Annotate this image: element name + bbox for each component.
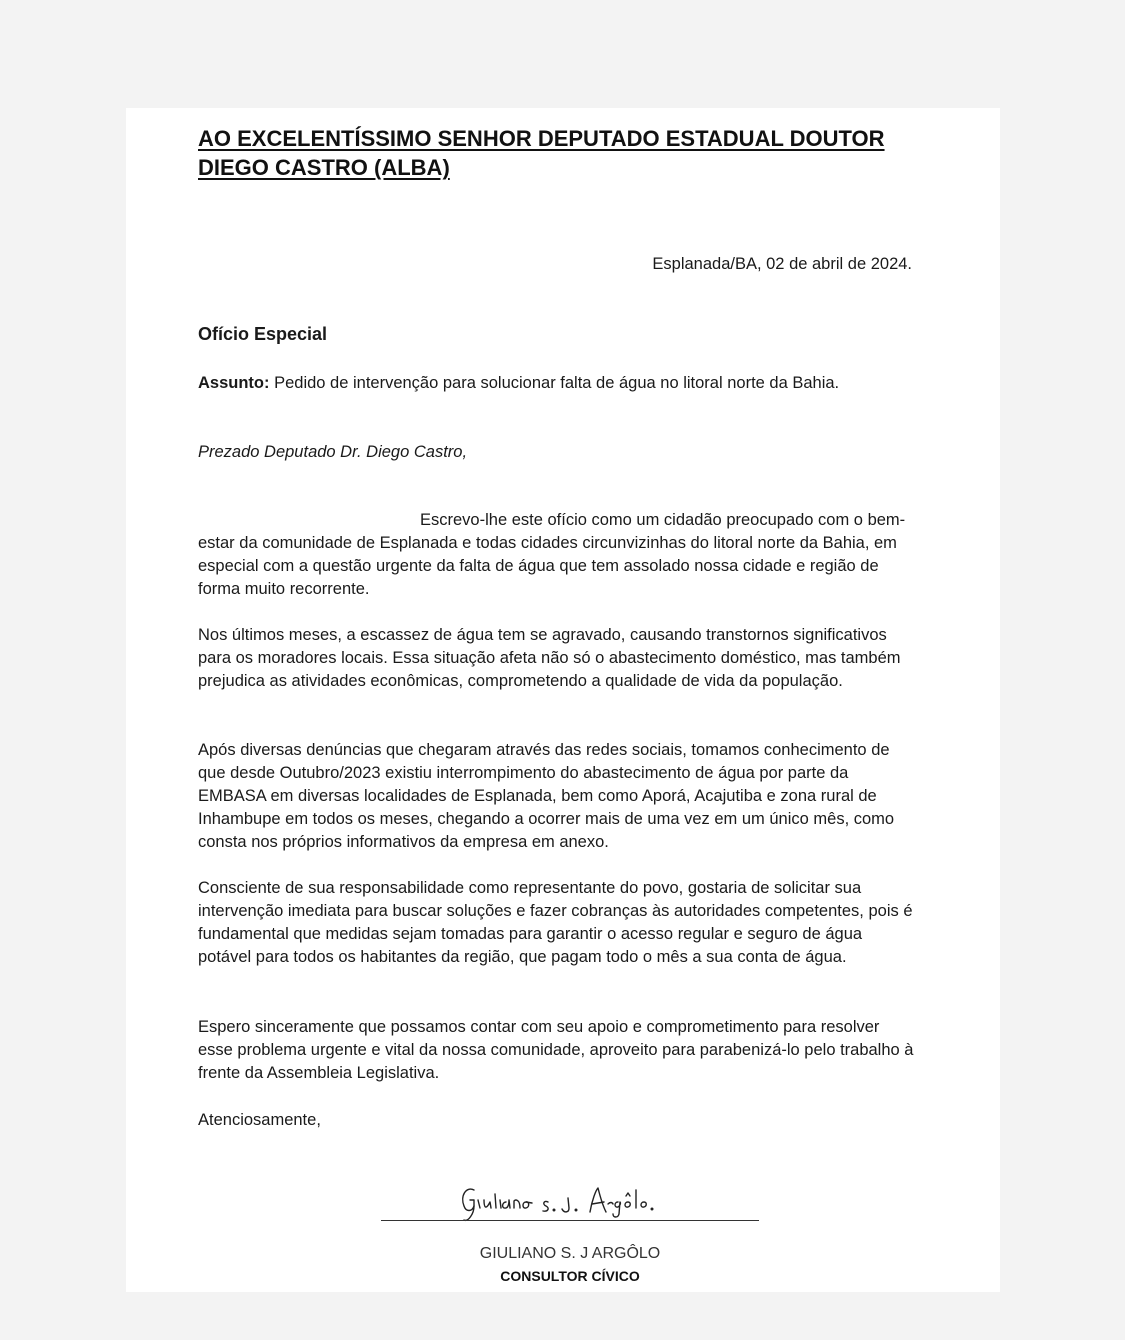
- signer-name: GIULIANO S. J ARGÔLO: [479, 1245, 661, 1262]
- subject-line: [198, 373, 839, 393]
- document-type: Ofício Especial: [198, 324, 328, 344]
- body-paragraph-2: Nos últimos meses, a escassez de água tem se agravado, causando transtornos significativos para os moradores locais. Essa situação afeta não só o abastecimento doméstico, mas também prejudica as atividades econômicas, comprometendo a qualidade de vida da população.: [198, 626, 901, 690]
- letter-heading: AO EXCELENTÍSSIMO SENHOR DEPUTADO ESTADUAL DOUTOR DIEGO CASTRO (ALBA): [198, 126, 885, 180]
- letter-page: [126, 108, 1000, 1292]
- letter-date: Esplanada/BA, 02 de abril de 2024.: [652, 255, 912, 273]
- body-paragraph-1: Escrevo-lhe este ofício como um cidadão preocupado com o bem-estar da comunidade de Esplanada e todas cidades circunvizinhas do litoral norte da Bahia, em especial com a questão urgente da falta de água que tem assolado nossa cidade e região de forma muito recorrente.: [198, 511, 906, 598]
- greeting: Prezado Deputado Dr. Diego Castro,: [198, 443, 468, 461]
- handwritten-signature: [456, 1176, 666, 1226]
- closing: Atenciosamente,: [198, 1111, 321, 1129]
- body-paragraph-3: Após diversas denúncias que chegaram através das redes sociais, tomamos conhecimento de que desde Outubro/2023 existiu interrompimento do abastecimento de água por parte da EMBASA em diversas localidades de Esplanada, bem como Aporá, Acajutiba e zona rural de Inhambupe em todos os meses, chegando a ocorrer mais de uma vez em um único mês, como consta nos próprios informativos da empresa em anexo.: [198, 741, 895, 851]
- signature-line: [381, 1220, 759, 1221]
- subject-label: Assunto:: [198, 374, 270, 392]
- body-paragraph-5: Espero sinceramente que possamos contar com seu apoio e comprometimento para resolver esse problema urgente e vital da nossa comunidade, aproveito para parabenizá-lo pelo trabalho à frente da Assembleia Legislativa.: [198, 1018, 914, 1082]
- signer-title: CONSULTOR CÍVICO: [500, 1268, 640, 1284]
- body-paragraph-4: Consciente de sua responsabilidade como representante do povo, gostaria de solicitar sua intervenção imediata para buscar soluções e fazer cobranças às autoridades competentes, pois é fundamental que medidas sejam tomadas para garantir o acesso regular e seguro de água potável para todos os habitantes da região, que pagam todo o mês a sua conta de água.: [198, 879, 913, 966]
- subject-text: Pedido de intervenção para solucionar falta de água no litoral norte da Bahia.: [269, 374, 840, 392]
